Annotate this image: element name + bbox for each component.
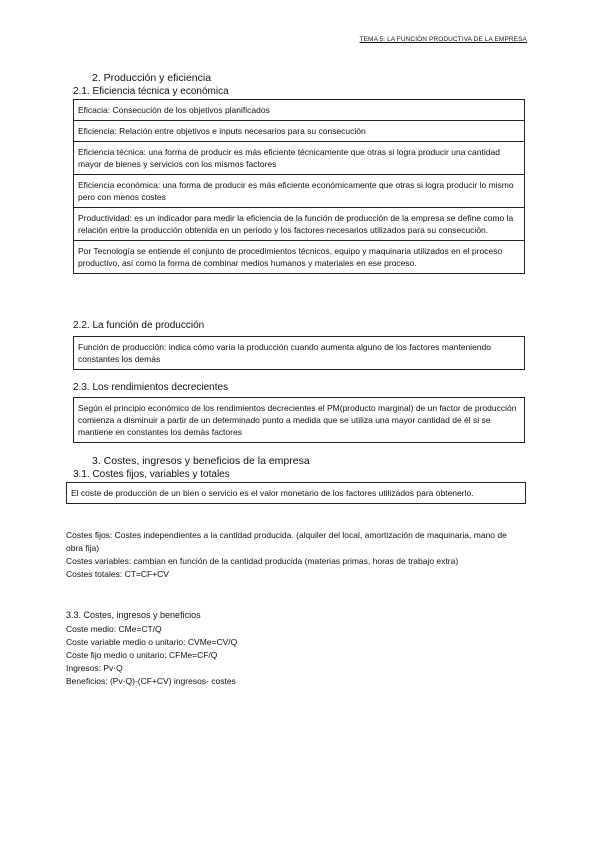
diminishing-returns-text: Según el principio económico de los rendimientos decrecientes el PM(producto marginal) de un factor de producción comienza a disminuir a partir de un determinado punto a medida que se utiliza una mayor cantidad de él si se mantiene en constantes los demás factores xyxy=(78,403,517,437)
formula-coste-variable-medio: Coste variable medio o unitario: CVMe=CV/Q xyxy=(66,637,238,647)
cost-total: Costes totales: CT=CF+CV xyxy=(66,569,169,579)
section-3-title: 3. Costes, ingresos y beneficios de la empresa xyxy=(92,455,310,467)
formula-beneficios: Beneficios: (Pv·Q)-(CF+CV) ingresos- costes xyxy=(66,676,236,686)
production-function-box xyxy=(73,336,525,370)
definition-eficacia: Eficacia: Consecución de los objetivos planificados xyxy=(74,100,524,121)
cost-formulas-list xyxy=(66,623,526,688)
page-header: TEMA 5: LA FUNCIÓN PRODUCTIVA DE LA EMPRESA xyxy=(359,36,527,43)
cost-variable: Costes variables: cambian en función de la cantidad producida (materias primas, horas de trabajo extra) xyxy=(66,556,459,566)
production-function-text: Función de producción: indica cómo varía la producción cuando aumenta alguno de los factores manteniendo constantes los demás xyxy=(78,342,491,364)
subsection-2-1-title: 2.1. Eficiencia técnica y económica xyxy=(73,86,229,97)
subsection-2-2-title: 2.2. La función de producción xyxy=(73,320,205,331)
definition-eficiencia-tecnica: Eficiencia técnica: una forma de producir es más eficiente técnicamente que otras si logra producir una cantidad mayor de bienes y servicios con los mismos factores xyxy=(74,142,524,175)
definition-productividad: Productividad: es un indicador para medir la eficiencia de la función de producción de la empresa se define como la relación entre la producción obtenida en un periodo y los factores necesarios utilizados para su consecución. xyxy=(74,208,524,241)
subsection-3-1-title: 3.1. Costes fijos, variables y totales xyxy=(73,469,230,480)
diminishing-returns-box xyxy=(73,397,525,443)
subsection-3-3-title: 3.3. Costes, ingresos y beneficios xyxy=(66,610,201,620)
formula-coste-medio: Coste medio: CMe=CT/Q xyxy=(66,624,162,634)
efficiency-definitions-table xyxy=(73,99,525,274)
definition-eficiencia: Eficiencia: Relación entre objetivos e inputs necesarios para su consecución xyxy=(74,121,524,142)
definition-eficiencia-economica: Eficiencia económica: una forma de producir es más eficiente económicamente que otras si logra producir lo mismo pero con menos costes xyxy=(74,175,524,208)
formula-ingresos: Ingresos: Pv·Q xyxy=(66,663,123,673)
formula-coste-fijo-medio: Coste fijo medio o unitario: CFMe=CF/Q xyxy=(66,650,218,660)
section-2-title: 2. Producción y eficiencia xyxy=(92,72,212,84)
production-cost-text: El coste de producción de un bien o servicio es el valor monetario de los factores utilizados para obtenerlo. xyxy=(71,488,474,498)
subsection-2-3-title: 2.3. Los rendimientos decrecientes xyxy=(73,382,229,393)
cost-types-list xyxy=(66,529,526,581)
cost-fixed: Costes fijos: Costes independientes a la cantidad producida. (alquiler del local, amortización de maquinaria, mano de obra fija) xyxy=(66,530,507,553)
production-cost-box xyxy=(66,482,526,504)
definition-tecnologia: Por Tecnología se entiende el conjunto de procedimientos técnicos, equipo y maquinaria utilizados en el proceso productivo, así como la forma de combinar medios humanos y materiales en ese proceso. xyxy=(78,246,503,268)
